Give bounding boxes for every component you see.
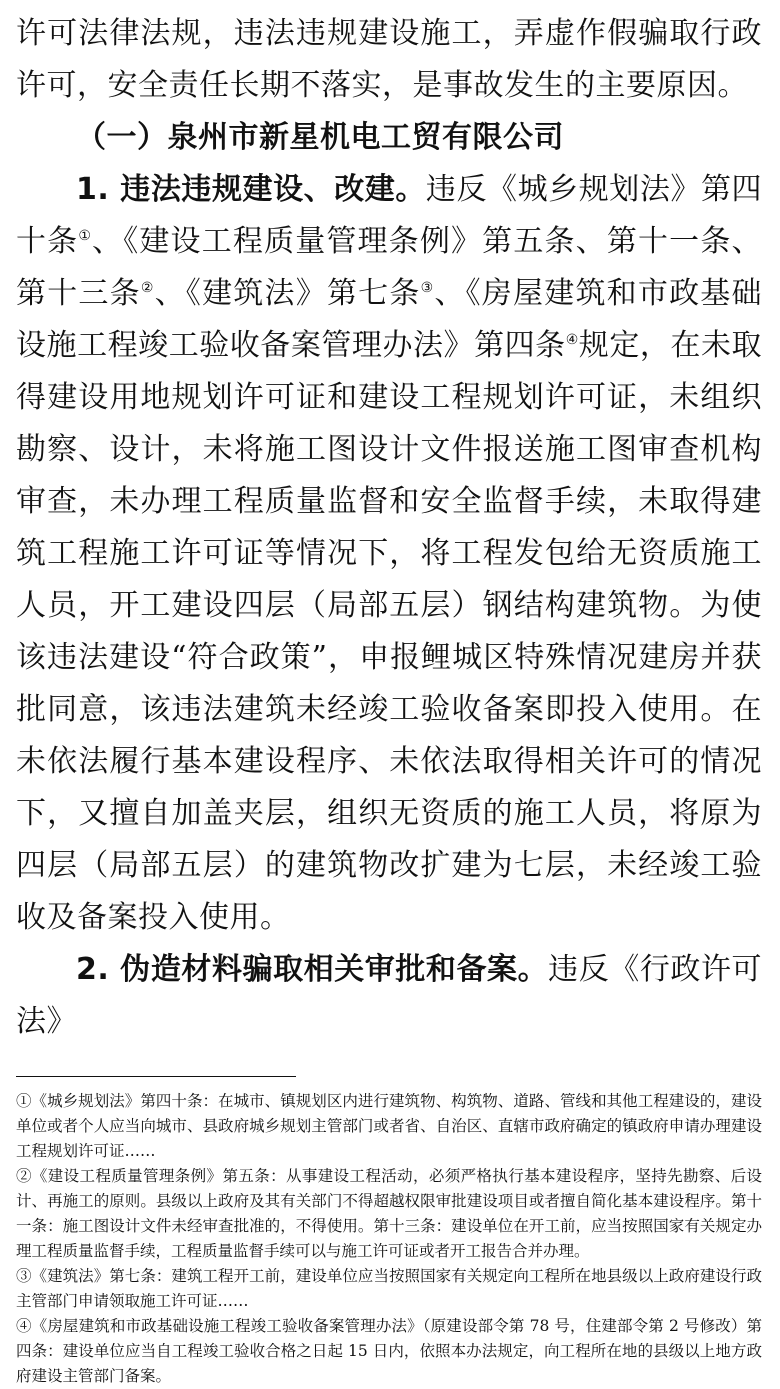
- footnote-ref-3[interactable]: ③: [420, 280, 435, 296]
- footnote-1: ①《城乡规划法》第四十条：在城市、镇规划区内进行建筑物、构筑物、道路、管线和其他工程建设的，建设单位或者个人应当向城市、县政府城乡规划主管部门或者省、自治区、直辖市政府确定的镇政府申请办理建设工程规划许可证……: [16, 1092, 762, 1160]
- item-1-text: 、《建设工程质量管理条例》第五条、第十一条、第十三条: [16, 224, 762, 311]
- item-1-text: 规定，在未取得建设用地规划许可证和建设工程规划许可证，未组织勘察、设计，未将施工图设计文件报送施工图审查机构审查，未办理工程质量监督和安全监督手续，未取得建筑工程施工许可证等情况下，将工程发包给无资质施工人员，开工建设四层（局部五层）钢结构建筑物。为使该违法建设“符合政策”，申报鲤城区特殊情况建房并获批同意，该违法建筑未经竣工验收备案即投入使用。在未依法履行基本建设程序、未依法取得相关许可的情况下，又擅自加盖夹层，组织无资质的施工人员，将原为四层（局部五层）的建筑物改扩建为七层，未经竣工验收及备案投入使用。: [16, 328, 762, 935]
- footnote-3: ③《建筑法》第七条：建筑工程开工前，建设单位应当按照国家有关规定向工程所在地县级以上政府建设行政主管部门申请领取施工许可证……: [16, 1267, 762, 1310]
- footnotes: [16, 1089, 762, 1389]
- footnote-2: ②《建设工程质量管理条例》第五条：从事建设工程活动，必须严格执行基本建设程序，坚持先勘察、后设计、再施工的原则。县级以上政府及其有关部门不得超越权限审批建设项目或者擅自简化基本建设程序。第十一条：施工图设计文件未经审查批准的，不得使用。第十三条：建设单位在开工前，应当按照国家有关规定办理工程质量监督手续，工程质量监督手续可以与施工许可证或者开工报告合并办理。: [16, 1167, 762, 1260]
- footnote-4: ④《房屋建筑和市政基础设施工程竣工验收备案管理办法》（原建设部令第 78 号，住建部令第 2 号修改）第四条：建设单位应当自工程竣工验收合格之日起 15 日内，依照本办法规定，向工程所在地的县级以上地方政府建设主管部门备案。: [16, 1317, 762, 1385]
- document-body: [16, 8, 762, 1048]
- item-1-text: 、《房屋建筑和市政基础设施工程竣工验收备案管理办法》第四条: [16, 276, 763, 363]
- footnote-ref-1[interactable]: ①: [78, 228, 93, 244]
- paragraph-continued: 许可法律法规，违法违规建设施工，弄虚作假骗取行政许可，安全责任长期不落实，是事故发生的主要原因。: [16, 16, 762, 103]
- item-1-text: 违反《城乡规划法》第四十条: [16, 172, 763, 259]
- item-2-title: 2. 伪造材料骗取相关审批和备案。: [76, 952, 549, 987]
- item-1-text: 、《建筑法》第七条: [154, 276, 421, 311]
- footnote-divider: [16, 1076, 296, 1077]
- footnote-ref-2[interactable]: ②: [140, 280, 155, 296]
- item-2-text: 违反《行政许可法》: [16, 952, 763, 1039]
- item-2-paragraph: [16, 944, 762, 1048]
- footnote-ref-4[interactable]: ④: [565, 332, 579, 348]
- section-heading: （一）泉州市新星机电工贸有限公司: [76, 120, 564, 155]
- item-1-paragraph: [16, 164, 762, 944]
- item-1-title: 1. 违法违规建设、改建。: [76, 172, 426, 207]
